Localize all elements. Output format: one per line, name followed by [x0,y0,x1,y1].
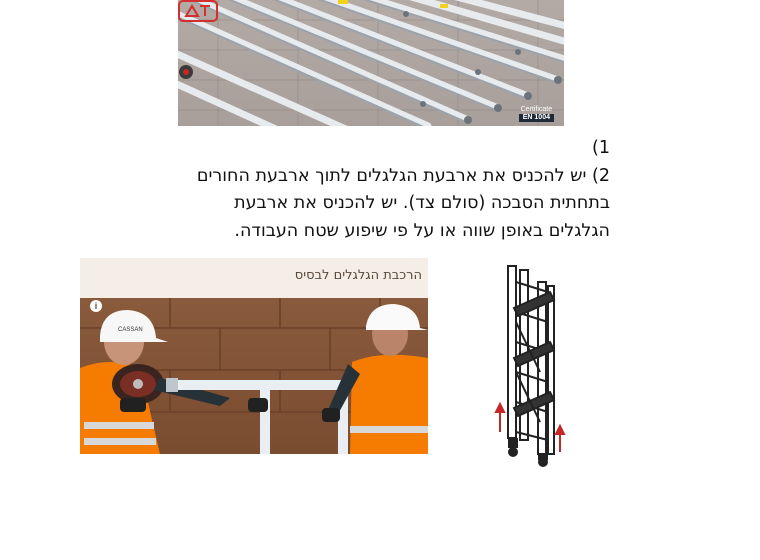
certificate-label: Certificate [520,106,553,113]
video-scene [80,298,428,454]
helmet-logo-text: CASSAN [118,327,143,333]
workers-illustration [80,298,428,454]
certificate-logo [178,0,218,22]
poles-illustration [178,0,564,126]
certificate-badge [519,106,554,122]
scaffold-line-drawing [494,262,574,470]
step-1-number: 1) [592,138,610,158]
scaffold-wheel-diagram [494,262,574,470]
step-2-line-1: 2) יש להכניס את ארבעת הגלגלים לתוך ארבעת החורים [196,166,610,186]
video-frame-wheel-assembly[interactable] [80,258,428,454]
certificate-standard: EN 1004 [519,114,554,122]
info-icon[interactable]: i [90,300,102,312]
video-caption: הרכבת הגלגלים לבסיס [294,268,422,283]
top-photo-scaffold-poles [178,0,564,126]
step-2-line-3: הגלגלים באופן שווה או על פי שיפוע שטח העבודה. [234,221,610,241]
step-2-line-2: בתחתית הסבכה (סולם צד). יש להכניס את ארבעת [234,193,610,213]
